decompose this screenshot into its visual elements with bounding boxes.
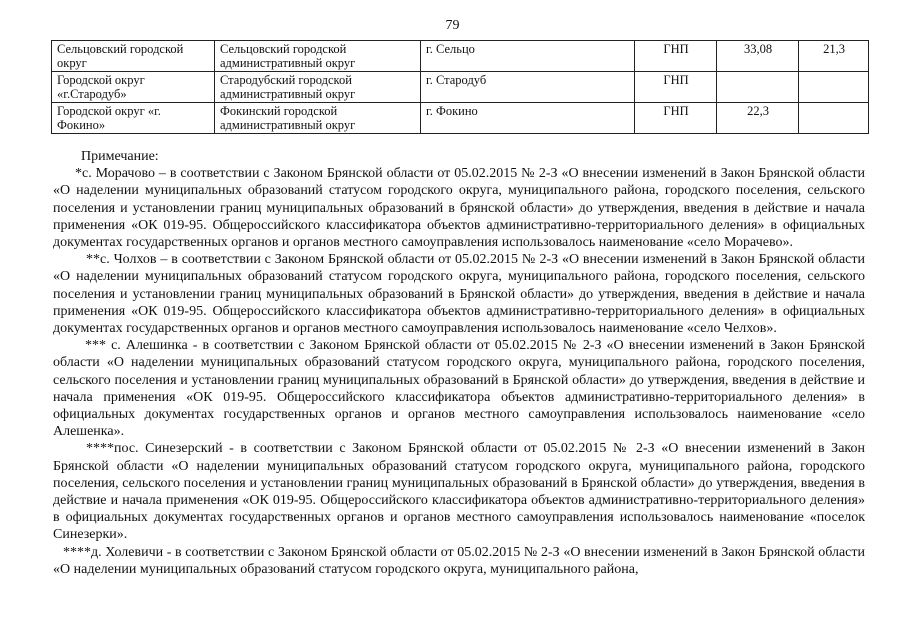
table-cell: Сельцовский городской административный округ xyxy=(215,41,421,72)
note-paragraph: *** с. Алешинка - в соответствии с Законом Брянской области от 05.02.2015 № 2-З «О внесении изменений в Закон Брянской области «О наделении муниципальных образований статусом городского округа, муниципального района, городского поселения, сельского поселения и установлении границ муниципальных образований в Брянской области» до утверждения, введения в действие и начала применения «ОК 019-95. Общероссийского классификатора объектов административно-территориального деления» в официальных документах государственных органов и органов местного самоуправления использовалось наименование «село Алешенка». xyxy=(53,338,865,440)
note-paragraph: *с. Морачово – в соответствии с Законом Брянской области от 05.02.2015 № 2-З «О внесении изменений в Закон Брянской области «О наделении муниципальных образований статусом городского округа, муниципального района, городского поселения, сельского поселения и установлении границ муниципальных образований в брянской области» до утверждения, введения в действие и начала применения «ОК 019-95. Общероссийского классификатора объектов административно-территориального деления» в официальных документах государственных органов и органов местного самоуправления использовалось наименование «село Морачево». xyxy=(53,166,865,251)
page-number: 79 xyxy=(445,18,460,33)
note-paragraph: **с. Чолхов – в соответствии с Законом Брянской области от 05.02.2015 № 2-З «О внесении изменений в Закон Брянской области «О наделении муниципальных образований статусом городского округа, муниципального района, городского поселения, сельского поселения и установлении границ муниципальных образований в Брянской области» до утверждения, введения в действие и начала применения «ОК 019-95. Общероссийского классификатора объектов административно-территориального деления» в официальных документах государственных органов и органов местного самоуправления использовалось наименование «село Челхов». xyxy=(53,252,865,337)
notes-heading: Примечание: xyxy=(81,149,159,164)
table-cell: Сельцовский городской округ xyxy=(52,41,215,72)
table-cell: Городской округ «г.Стародуб» xyxy=(52,72,215,103)
notes-section xyxy=(53,148,865,578)
municipal-table xyxy=(51,40,869,134)
table-cell: г. Сельцо xyxy=(421,41,635,72)
table-cell: 21,3 xyxy=(799,41,869,72)
table-cell: 22,3 xyxy=(717,103,799,134)
table-cell: 33,08 xyxy=(717,41,799,72)
note-paragraph: ****д. Холевичи - в соответствии с Законом Брянской области от 05.02.2015 № 2-З «О внесении изменений в Закон Брянской области «О наделении муниципальных образований статусом городского округа, муниципального района, xyxy=(53,544,865,577)
table-cell: ГНП xyxy=(635,103,717,134)
note-paragraph: ****пос. Синезерский - в соответствии с Законом Брянской области от 05.02.2015 № 2-З «О внесении изменений в Закон Брянской области «О наделении муниципальных образований статусом городского округа, муниципального района, городского поселения, сельского поселения и установлении границ муниципальных образований в Брянской области» до утверждения, введения в действие и начала применения «ОК 019-95. Общероссийского классификатора объектов административно-территориального деления» в официальных документах государственных органов и органов местного самоуправления использовалось наименование «поселок Синезерки». xyxy=(53,441,865,543)
table-row xyxy=(52,72,869,103)
table-cell: ГНП xyxy=(635,72,717,103)
table-cell: г. Фокино xyxy=(421,103,635,134)
table-row xyxy=(52,103,869,134)
table-cell xyxy=(717,72,799,103)
table-cell: Городской округ «г. Фокино» xyxy=(52,103,215,134)
table-cell: Фокинский городской административный округ xyxy=(215,103,421,134)
table-cell: ГНП xyxy=(635,41,717,72)
table-cell: г. Стародуб xyxy=(421,72,635,103)
table-cell: Стародубский городской административный округ xyxy=(215,72,421,103)
table-row xyxy=(52,41,869,72)
table-cell xyxy=(799,103,869,134)
table-cell xyxy=(799,72,869,103)
